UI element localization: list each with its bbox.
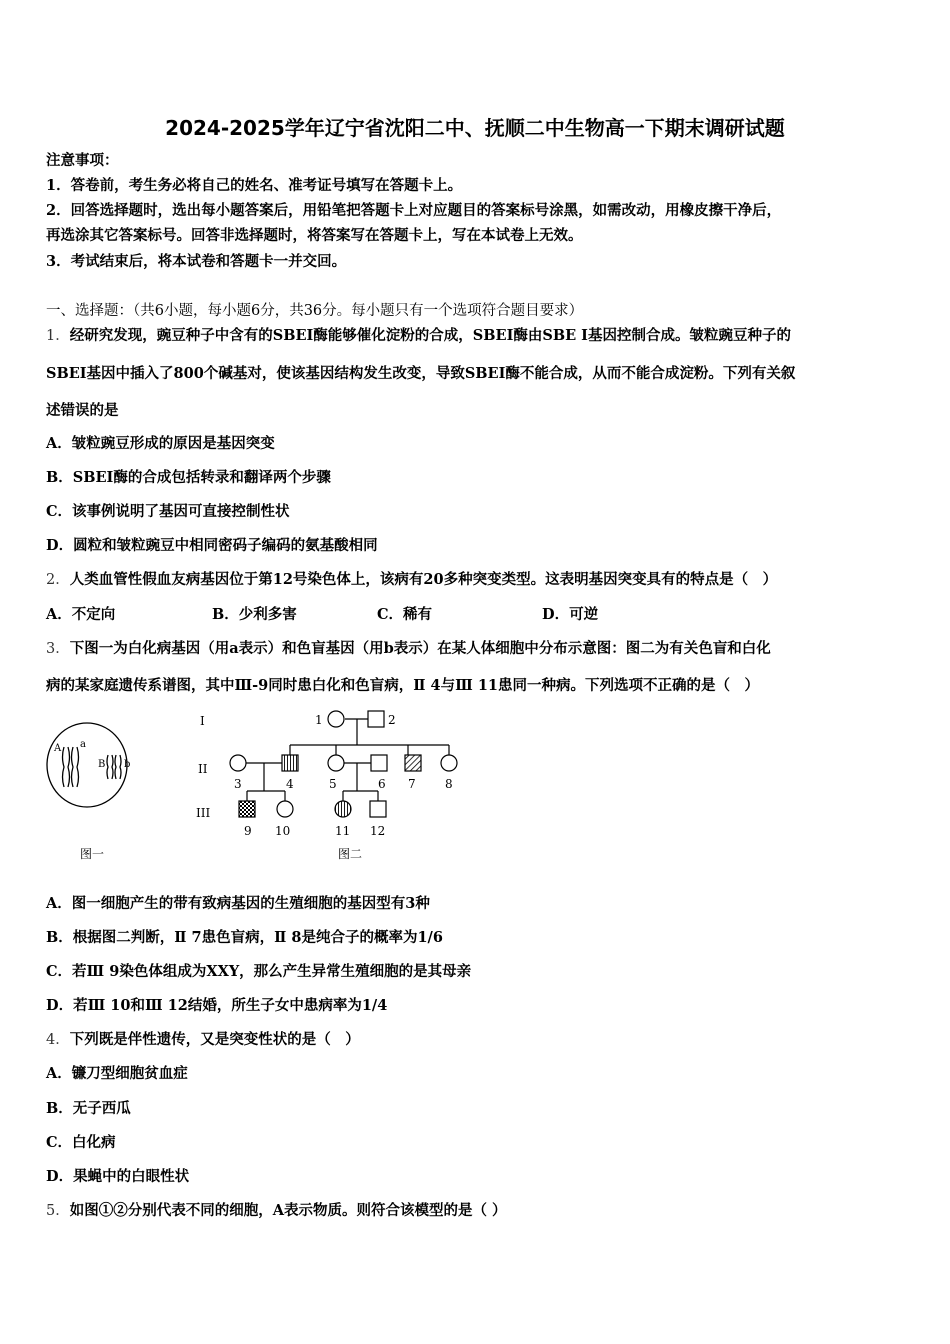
- male-normal: [371, 755, 387, 771]
- option-a: A．皱粒豌豆形成的原因是基因突变: [46, 435, 275, 452]
- option-b: B．SBEI酶的合成包括转录和翻译两个步骤: [46, 469, 331, 486]
- individual-label: 10: [275, 824, 291, 838]
- male-affected: [405, 755, 421, 771]
- allele-label: A: [54, 743, 62, 754]
- individual-label: 6: [378, 777, 386, 791]
- question-1-stem: [46, 326, 791, 346]
- question-number: 5．: [46, 1203, 70, 1219]
- notice-item: 1．答卷前，考生务必将自己的姓名、准考证号填写在答题卡上。: [46, 177, 463, 194]
- individual-label: 12: [370, 824, 386, 838]
- option-a: A．不定向: [46, 606, 116, 623]
- question-5-stem: [46, 1201, 507, 1221]
- question-2-stem: [46, 570, 777, 590]
- male-normal: [368, 711, 384, 727]
- individual-label: 1: [315, 713, 323, 727]
- allele-label: B: [98, 759, 106, 770]
- option-c: C．若Ⅲ 9染色体组成为XXY，那么产生异常生殖细胞的是其母亲: [46, 963, 472, 980]
- question-text: 人类血管性假血友病基因位于第12号染色体上，该病有20多种突变类型。这表明基因突变具有的特点是（ ）: [69, 571, 778, 588]
- option-b: B．根据图二判断，Ⅱ 7患色盲病，Ⅱ 8是纯合子的概率为1/6: [46, 929, 443, 946]
- individual-label: 5: [329, 777, 337, 791]
- section-heading: 一、选择题：（共6小题，每小题6分，共36分。每小题只有一个选项符合题目要求）: [46, 303, 584, 319]
- figure-1-cell: [47, 723, 127, 807]
- question-4-stem: [46, 1030, 360, 1050]
- question-2-options: [46, 605, 906, 625]
- page-title: 2024-2025学年辽宁省沈阳二中、抚顺二中生物高一下期末调研试题: [165, 116, 785, 140]
- question-number: 3．: [46, 641, 70, 657]
- allele-label: a: [80, 739, 86, 750]
- option-a: A．镰刀型细胞贫血症: [46, 1065, 188, 1082]
- option-d: D．若Ⅲ 10和Ⅲ 12结婚，所生子女中患病率为1/4: [46, 997, 388, 1014]
- female-normal: [277, 801, 293, 817]
- figure-2-caption: 图二: [338, 847, 363, 861]
- notice-heading: 注意事项：: [46, 152, 119, 169]
- question-3-stem: [46, 639, 771, 659]
- female-normal: [328, 755, 344, 771]
- generation-label: I: [200, 714, 205, 728]
- individual-label: 4: [286, 777, 294, 791]
- question-3-figures: [40, 705, 480, 870]
- question-text: 下列既是伴性遗传，又是突变性状的是（ ）: [69, 1031, 360, 1048]
- male-affected: [282, 755, 298, 771]
- option-d: D．果蝇中的白眼性状: [46, 1168, 190, 1185]
- individual-label: 8: [445, 777, 453, 791]
- generation-label: II: [198, 762, 208, 776]
- question-text: 如图①②分别代表不同的细胞，A表示物质。则符合该模型的是（ ）: [69, 1202, 507, 1219]
- female-normal: [441, 755, 457, 771]
- female-affected: [335, 801, 351, 817]
- individual-label: 3: [234, 777, 242, 791]
- question-1-stem-line3: 述错误的是: [46, 402, 119, 419]
- male-normal: [370, 801, 386, 817]
- individual-label: 9: [244, 824, 252, 838]
- female-normal: [328, 711, 344, 727]
- female-normal: [230, 755, 246, 771]
- male-affected-both: [239, 801, 255, 817]
- option-a: A．图一细胞产生的带有致病基因的生殖细胞的基因型有3种: [46, 895, 430, 912]
- individual-label: 7: [408, 777, 416, 791]
- option-d: D．可逆: [542, 606, 599, 623]
- figure-1-caption: 图一: [80, 847, 105, 861]
- notice-item: 2．回答选择题时，选出每小题答案后，用铅笔把答题卡上对应题目的答案标号涂黑，如需改动，用橡皮擦干净后，: [46, 202, 782, 219]
- question-3-stem-line2: 病的某家庭遗传系谱图，其中Ⅲ-9同时患白化和色盲病，Ⅱ 4与Ⅲ 11患同一种病。下列选项不正确的是（ ）: [46, 677, 760, 694]
- option-c: C．该事例说明了基因可直接控制性状: [46, 503, 290, 520]
- allele-label: b: [124, 759, 131, 770]
- individual-label: 2: [388, 713, 396, 727]
- question-number: 1．: [46, 328, 70, 344]
- individual-label: 11: [335, 824, 351, 838]
- question-number: 2．: [46, 572, 70, 588]
- question-number: 4．: [46, 1032, 70, 1048]
- option-b: B．无子西瓜: [46, 1100, 131, 1117]
- generation-label: III: [196, 806, 211, 820]
- option-b: B．少利多害: [212, 606, 297, 623]
- option-d: D．圆粒和皱粒豌豆中相同密码子编码的氨基酸相同: [46, 537, 378, 554]
- notice-item: 再选涂其它答案标号。回答非选择题时，将答案写在答题卡上，写在本试卷上无效。: [46, 227, 583, 244]
- question-1-stem-line2: SBEI基因中插入了800个碱基对，使该基因结构发生改变，导致SBEI酶不能合成，从而不能合成淀粉。下列有关叙: [46, 365, 796, 382]
- option-c: C．稀有: [377, 606, 433, 623]
- option-c: C．白化病: [46, 1134, 116, 1151]
- question-text: 下图一为白化病基因（用a表示）和色盲基因（用b表示）在某人体细胞中分布示意图：图二为有关色盲和白化: [69, 640, 771, 657]
- notice-item: 3．考试结束后，将本试卷和答题卡一并交回。: [46, 253, 347, 270]
- question-text: 经研究发现，豌豆种子中含有的SBEI酶能够催化淀粉的合成，SBEI酶由SBE I基因控制合成。皱粒豌豆种子的: [69, 327, 791, 344]
